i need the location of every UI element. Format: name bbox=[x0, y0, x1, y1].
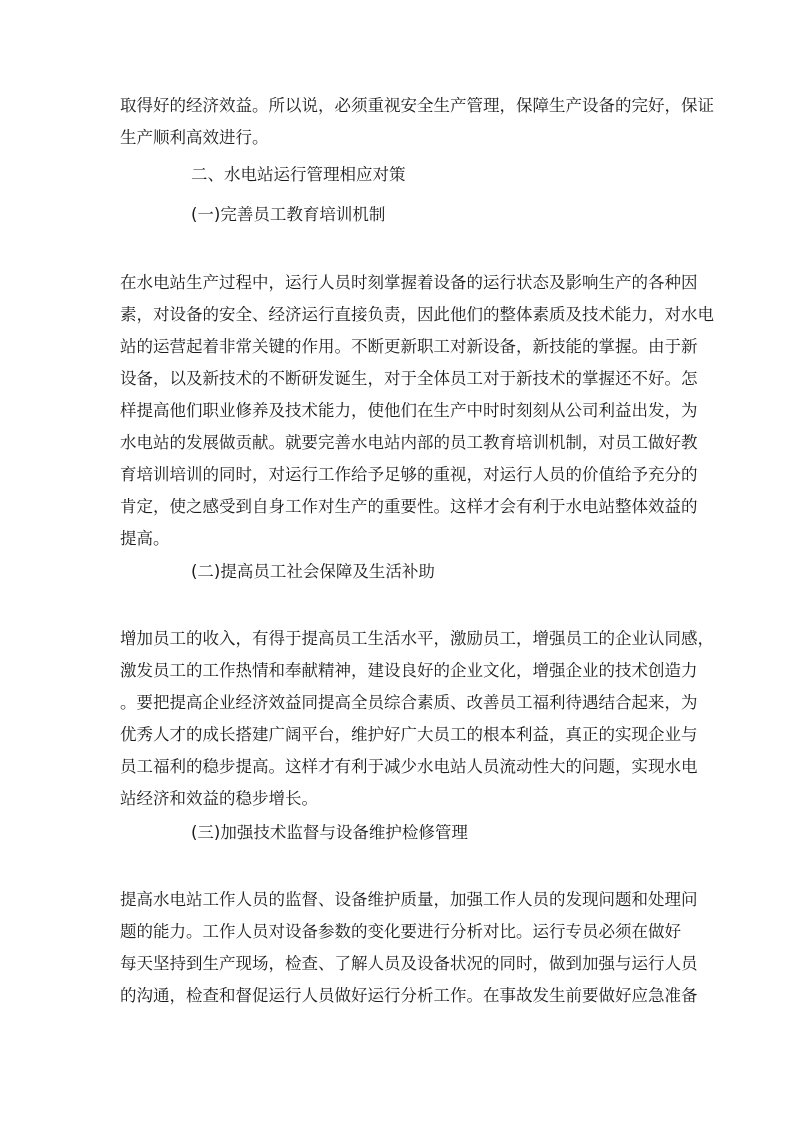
paragraph-line: 员工福利的稳步提高。这样才有利于减少水电站人员流动性大的问题，实现水电 bbox=[120, 757, 698, 776]
paragraph-line: 水电站的发展做贡献。就要完善水电站内部的员工教育培训机制，对员工做好教 bbox=[120, 433, 698, 452]
paragraph-line: 肯定，使之感受到自身工作对生产的重要性。这样才会有利于水电站整体效益的 bbox=[120, 497, 698, 516]
paragraph-line: 站的运营起着非常关键的作用。不断更新职工对新设备，新技能的掌握。由于新 bbox=[120, 337, 698, 356]
paragraph-line: 。要把提高企业经济效益同提高全员综合素质、改善员工福利待遇结合起来，为 bbox=[120, 693, 698, 712]
paragraph-line: 站经济和效益的稳步增长。 bbox=[120, 789, 318, 808]
paragraph-line: 激发员工的工作热情和奉献精神，建设良好的企业文化，增强企业的技术创造力 bbox=[120, 661, 698, 680]
section-heading: 二、水电站运行管理相应对策 bbox=[191, 165, 406, 184]
subsection-heading-3: (三)加强技术监督与设备维护检修管理 bbox=[191, 823, 468, 842]
paragraph-line: 提高水电站工作人员的监督、设备维护质量，加强工作人员的发现问题和处理问 bbox=[120, 890, 698, 909]
paragraph-line: 提高。 bbox=[120, 529, 170, 548]
paragraph-line: 的沟通，检查和督促运行人员做好运行分析工作。在事故发生前要做好应急准备 bbox=[120, 986, 698, 1005]
paragraph-line: 在水电站生产过程中，运行人员时刻掌握着设备的运行状态及影响生产的各种因 bbox=[120, 273, 698, 292]
paragraph-line: 优秀人才的成长搭建广阔平台，维护好广大员工的根本利益，真正的实现企业与 bbox=[120, 725, 698, 744]
paragraph-line: 样提高他们职业修养及技术能力，使他们在生产中时时刻刻从公司利益出发，为 bbox=[120, 401, 698, 420]
paragraph-line: 题的能力。工作人员对设备参数的变化要进行分析对比。运行专员必须在做好 bbox=[120, 922, 681, 941]
paragraph-line: 设备，以及新技术的不断研发诞生，对于全体员工对于新技术的掌握还不好。怎 bbox=[120, 369, 698, 388]
paragraph-line: 育培训培训的同时，对运行工作给予足够的重视，对运行人员的价值给予充分的 bbox=[120, 465, 698, 484]
paragraph-line: 增加员工的收入，有得于提高员工生活水平，激励员工，增强员工的企业认同感， bbox=[120, 629, 714, 648]
subsection-heading-2: (二)提高员工社会保障及生活补助 bbox=[191, 562, 435, 581]
paragraph-line: 每天坚持到生产现场，检查、了解人员及设备状况的同时，做到加强与运行人员 bbox=[120, 954, 698, 973]
paragraph-line: 取得好的经济效益。所以说，必须重视安全生产管理，保障生产设备的完好，保证 bbox=[120, 96, 714, 115]
subsection-heading-1: (一)完善员工教育培训机制 bbox=[191, 205, 386, 224]
paragraph-line: 生产顺利高效进行。 bbox=[120, 128, 269, 147]
paragraph-line: 素，对设备的安全、经济运行直接负责，因此他们的整体素质及技术能力，对水电 bbox=[120, 305, 714, 324]
